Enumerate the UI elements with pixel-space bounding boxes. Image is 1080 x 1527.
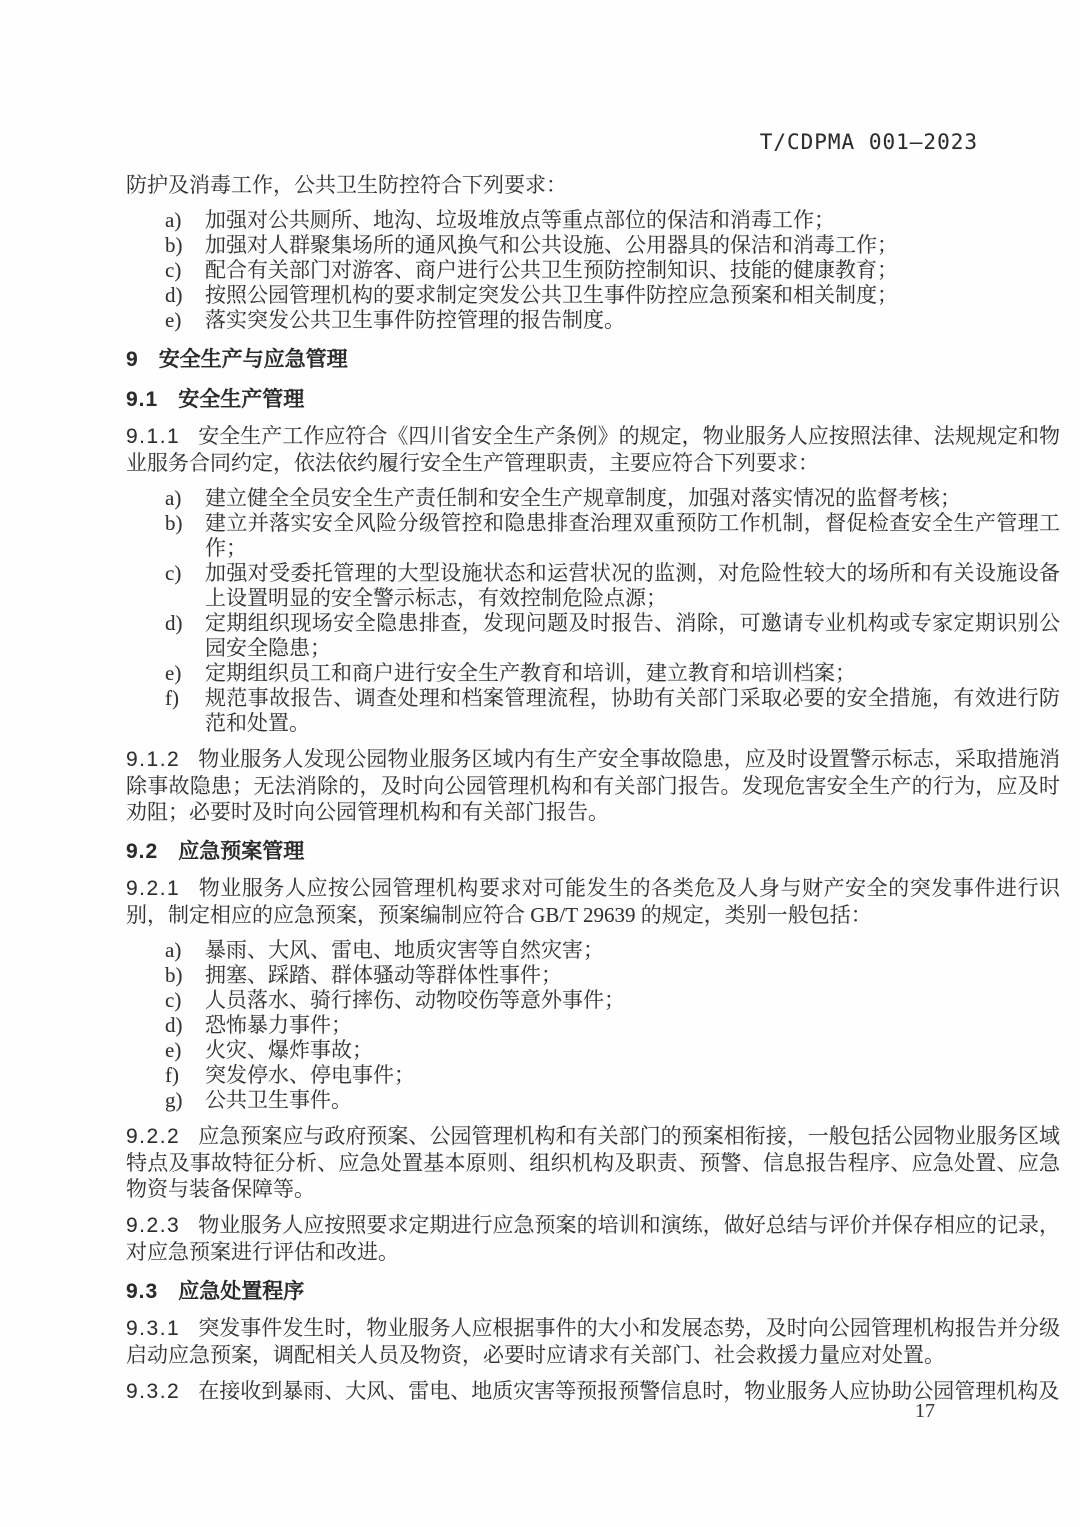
list-item-text: 公共卫生事件。 bbox=[205, 1088, 352, 1112]
list-item bbox=[165, 938, 1060, 963]
list-item-marker: d) bbox=[165, 283, 183, 307]
clause-number: 9.1.1 bbox=[126, 425, 181, 448]
clause-9-2-3-paragraph bbox=[126, 1212, 1060, 1265]
list-item-text: 突发停水、停电事件； bbox=[205, 1063, 415, 1087]
list-item-marker: a) bbox=[165, 486, 182, 510]
public-health-requirements-list bbox=[126, 208, 1060, 333]
list-item-text: 加强对公共厕所、地沟、垃圾堆放点等重点部位的保洁和消毒工作； bbox=[205, 208, 835, 232]
chapter-title: 安全生产与应急管理 bbox=[158, 348, 348, 371]
section-heading-9-1 bbox=[126, 387, 1060, 413]
list-item bbox=[165, 233, 1060, 258]
clause-text: 在接收到暴雨、大风、雷电、地质灾害等预报预警信息时，物业服务人应协助公园管理机构及 bbox=[198, 1379, 1060, 1403]
clause-9-3-1-paragraph bbox=[126, 1315, 1060, 1368]
list-item-marker: f) bbox=[165, 1063, 179, 1087]
section-number: 9.2 bbox=[126, 840, 159, 863]
list-item-marker: e) bbox=[165, 1038, 182, 1062]
list-item bbox=[165, 963, 1060, 988]
section-title: 应急预案管理 bbox=[178, 840, 305, 863]
clause-9-2-2-paragraph bbox=[126, 1123, 1060, 1202]
emergency-plan-categories-list bbox=[126, 938, 1060, 1113]
list-item bbox=[165, 1063, 1060, 1088]
list-item-marker: e) bbox=[165, 308, 182, 332]
clause-number: 9.2.1 bbox=[126, 877, 181, 900]
clause-text: 安全生产工作应符合《四川省安全生产条例》的规定，物业服务人应按照法律、法规规定和物业服务合同约定，依法依约履行安全生产管理职责，主要应符合下列要求： bbox=[126, 424, 1060, 475]
list-item-marker: e) bbox=[165, 661, 182, 685]
list-item-marker: b) bbox=[165, 511, 183, 535]
clause-text: 应急预案应与政府预案、公园管理机构和有关部门的预案相衔接，一般包括公园物业服务区域特点及事故特征分析、应急处置基本原则、组织机构及职责、预警、信息报告程序、应急处置、应急物资与装备保障等。 bbox=[126, 1124, 1060, 1201]
list-item-marker: c) bbox=[165, 258, 182, 282]
list-item-text: 恐怖暴力事件； bbox=[205, 1013, 352, 1037]
list-item-text: 加强对人群聚集场所的通风换气和公共设施、公用器具的保洁和消毒工作； bbox=[205, 233, 898, 257]
list-item-marker: g) bbox=[165, 1088, 183, 1112]
list-item-marker: c) bbox=[165, 561, 182, 585]
clause-text: 突发事件发生时，物业服务人应根据事件的大小和发展态势，及时向公园管理机构报告并分级启动应急预案，调配相关人员及物资，必要时应请求有关部门、社会救援力量应对处置。 bbox=[126, 1316, 1060, 1367]
list-item bbox=[165, 258, 1060, 283]
list-item-text: 拥塞、踩踏、群体骚动等群体性事件； bbox=[205, 963, 562, 987]
list-item-text: 建立并落实安全风险分级管控和隐患排查治理双重预防工作机制，督促检查安全生产管理工作； bbox=[205, 511, 1060, 560]
clause-number: 9.1.2 bbox=[126, 748, 181, 771]
clause-number: 9.3.1 bbox=[126, 1317, 181, 1340]
list-item bbox=[165, 988, 1060, 1013]
list-item-marker: d) bbox=[165, 1013, 183, 1037]
clause-number: 9.2.3 bbox=[126, 1214, 181, 1237]
clause-9-1-1-paragraph bbox=[126, 423, 1060, 476]
list-item bbox=[165, 1038, 1060, 1063]
safety-production-requirements-list bbox=[126, 486, 1060, 736]
chapter-number: 9 bbox=[126, 348, 139, 371]
chapter-heading bbox=[126, 347, 1060, 373]
list-item-text: 配合有关部门对游客、商户进行公共卫生预防控制知识、技能的健康教育； bbox=[205, 258, 898, 282]
list-item bbox=[165, 661, 1060, 686]
list-item-text: 加强对受委托管理的大型设施状态和运营状况的监测，对危险性较大的场所和有关设施设备上设置明显的安全警示标志，有效控制危险点源； bbox=[205, 561, 1060, 610]
list-item bbox=[165, 611, 1060, 661]
list-item-text: 定期组织员工和商户进行安全生产教育和培训，建立教育和培训档案； bbox=[205, 661, 856, 685]
list-item bbox=[165, 1088, 1060, 1113]
page-number: 17 bbox=[915, 1400, 935, 1422]
clause-9-1-2-paragraph bbox=[126, 746, 1060, 825]
section-heading-9-3 bbox=[126, 1279, 1060, 1305]
list-item-text: 火灾、爆炸事故； bbox=[205, 1038, 373, 1062]
list-item bbox=[165, 561, 1060, 611]
list-item bbox=[165, 511, 1060, 561]
list-item-marker: a) bbox=[165, 938, 182, 962]
section-title: 应急处置程序 bbox=[178, 1280, 305, 1303]
list-item bbox=[165, 308, 1060, 333]
list-item-marker: d) bbox=[165, 611, 183, 635]
list-item bbox=[165, 686, 1060, 736]
list-item-text: 规范事故报告、调查处理和档案管理流程，协助有关部门采取必要的安全措施，有效进行防范和处置。 bbox=[205, 686, 1060, 735]
page-header bbox=[126, 130, 978, 154]
list-item bbox=[165, 1013, 1060, 1038]
list-item bbox=[165, 486, 1060, 511]
section-title: 安全生产管理 bbox=[178, 388, 305, 411]
clause-9-2-1-paragraph bbox=[126, 875, 1060, 928]
page-content bbox=[126, 172, 1060, 1405]
list-item-marker: f) bbox=[165, 686, 179, 710]
list-item-marker: a) bbox=[165, 208, 182, 232]
list-item bbox=[165, 283, 1060, 308]
clause-number: 9.2.2 bbox=[126, 1125, 181, 1148]
clause-text: 物业服务人发现公园物业服务区域内有生产安全事故隐患，应及时设置警示标志，采取措施消除事故隐患；无法消除的，及时向公园管理机构和有关部门报告。发现危害安全生产的行为，应及时劝阻；必要时及时向公园管理机构和有关部门报告。 bbox=[126, 747, 1060, 824]
list-item-marker: c) bbox=[165, 988, 182, 1012]
section-number: 9.1 bbox=[126, 388, 159, 411]
clause-number: 9.3.2 bbox=[126, 1380, 181, 1403]
doc-code: T/CDPMA 001—2023 bbox=[759, 130, 978, 154]
continuation-paragraph bbox=[126, 172, 1060, 198]
list-item-marker: b) bbox=[165, 233, 183, 257]
clause-text: 物业服务人应按公园管理机构要求对可能发生的各类危及人身与财产安全的突发事件进行识别，制定相应的应急预案，预案编制应符合 GB/T 29639 的规定，类别一般包括： bbox=[126, 876, 1060, 927]
list-item-text: 建立健全全员安全生产责任制和安全生产规章制度，加强对落实情况的监督考核； bbox=[205, 486, 961, 510]
section-heading-9-2 bbox=[126, 839, 1060, 865]
list-item-text: 人员落水、骑行摔伤、动物咬伤等意外事件； bbox=[205, 988, 625, 1012]
section-number: 9.3 bbox=[126, 1280, 159, 1303]
list-item-text: 定期组织现场安全隐患排查，发现问题及时报告、消除，可邀请专业机构或专家定期识别公园安全隐患； bbox=[205, 611, 1060, 660]
list-item bbox=[165, 208, 1060, 233]
list-item-text: 暴雨、大风、雷电、地质灾害等自然灾害； bbox=[205, 938, 604, 962]
list-item-marker: b) bbox=[165, 963, 183, 987]
list-item-text: 落实突发公共卫生事件防控管理的报告制度。 bbox=[205, 308, 625, 332]
list-item-text: 按照公园管理机构的要求制定突发公共卫生事件防控应急预案和相关制度； bbox=[205, 283, 898, 307]
paragraph-text: 防护及消毒工作，公共卫生防控符合下列要求： bbox=[126, 173, 567, 197]
clause-text: 物业服务人应按照要求定期进行应急预案的培训和演练，做好总结与评价并保存相应的记录，对应急预案进行评估和改进。 bbox=[126, 1213, 1060, 1264]
